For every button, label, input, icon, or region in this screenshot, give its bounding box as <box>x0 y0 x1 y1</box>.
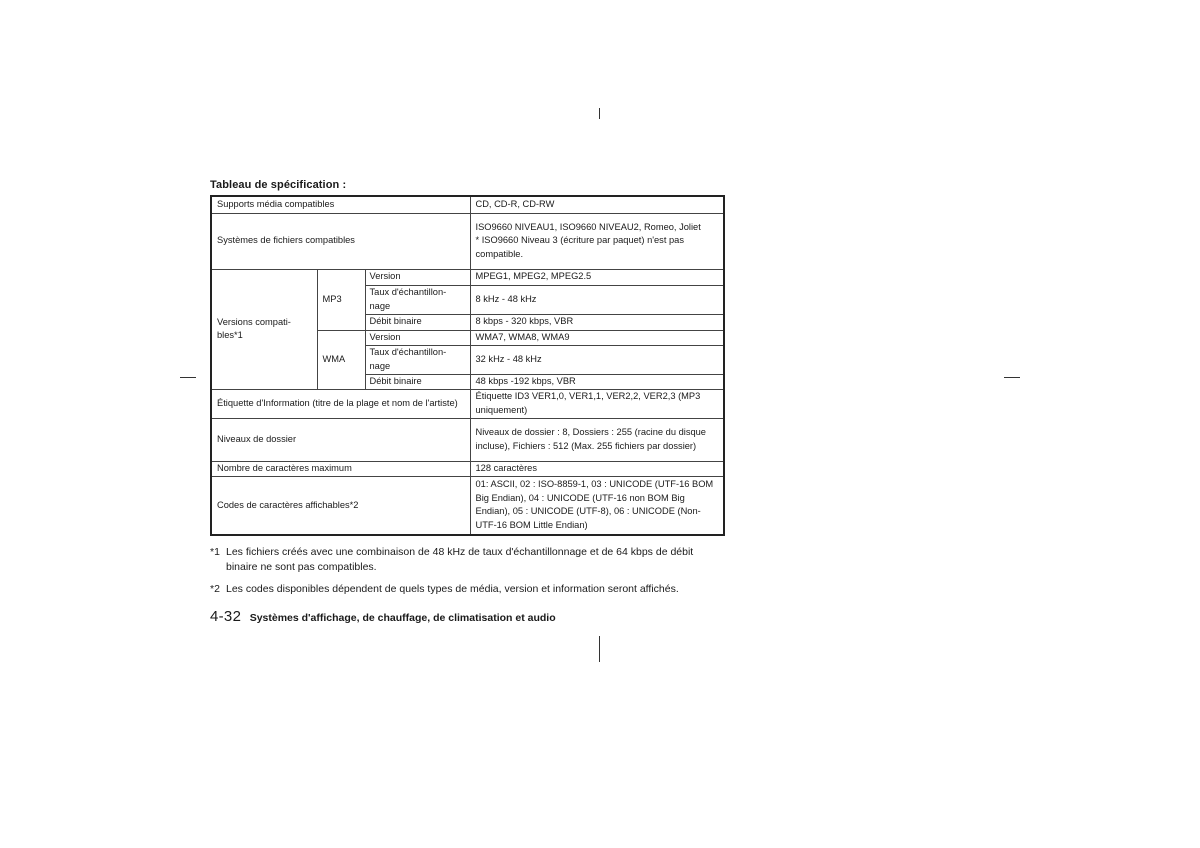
value-line: * ISO9660 Niveau 3 (écriture par paquet) n'est pas compatible. <box>475 235 684 259</box>
table-row <box>211 389 724 418</box>
row-value: CD, CD-R, CD-RW <box>470 196 724 213</box>
row-label: Étiquette d'Information (titre de la plage et nom de l'artiste) <box>211 389 470 418</box>
row-value: Niveaux de dossier : 8, Dossiers : 255 (racine du disque incluse), Fichiers : 512 (Max. 255 fichiers par dossier) <box>470 418 724 461</box>
sub-label: Taux d'échantillon-nage <box>365 285 470 314</box>
row-label: Codes de caractères affichables*2 <box>211 476 470 535</box>
row-value <box>470 213 724 269</box>
table-row <box>211 196 724 213</box>
footer-section-title: Systèmes d'affichage, de chauffage, de climatisation et audio <box>249 612 556 624</box>
table-row <box>211 213 724 269</box>
value-line: ISO9660 NIVEAU1, ISO9660 NIVEAU2, Romeo, Joliet <box>475 221 701 232</box>
sub-label: Débit binaire <box>365 374 470 389</box>
row-value: 8 kHz - 48 kHz <box>470 285 724 314</box>
table-row <box>211 461 724 476</box>
format-label: MP3 <box>317 269 365 330</box>
sub-label: Débit binaire <box>365 314 470 330</box>
row-value: Étiquette ID3 VER1,0, VER1,1, VER2,2, VER2,3 (MP3 uniquement) <box>470 389 724 418</box>
row-label: Supports média compatibles <box>211 196 470 213</box>
row-value: 01: ASCII, 02 : ISO-8859-1, 03 : UNICODE (UTF-16 BOM Big Endian), 04 : UNICODE (UTF-16 non BOM Big Endian), 05 : UNICODE (UTF-8), 06 : UNICODE (Non-UTF-16 BOM Little Endian) <box>470 476 724 535</box>
footnote-2 <box>210 582 725 597</box>
row-label: Nombre de caractères maximum <box>211 461 470 476</box>
row-value: 32 kHz - 48 kHz <box>470 345 724 374</box>
row-value: 128 caractères <box>470 461 724 476</box>
footnote-text: Les fichiers créés avec une combinaison de 48 kHz de taux d'échantillonnage et de 64 kbps de débit binaire ne sont pas compatibles. <box>226 546 694 573</box>
table-row <box>211 269 724 285</box>
row-value: 48 kbps -192 kbps, VBR <box>470 374 724 389</box>
section-title: Tableau de spécification : <box>210 179 347 191</box>
row-value: MPEG1, MPEG2, MPEG2.5 <box>470 269 724 285</box>
row-value: 8 kbps - 320 kbps, VBR <box>470 314 724 330</box>
footnote-marker: *2 <box>210 583 220 595</box>
row-label: Versions compati-bles*1 <box>211 269 317 389</box>
crop-mark-right <box>1004 377 1020 378</box>
spec-table <box>210 195 725 536</box>
row-label: Niveaux de dossier <box>211 418 470 461</box>
page-number: 4-32 <box>210 608 242 625</box>
row-label: Systèmes de fichiers compatibles <box>211 213 470 269</box>
table-row <box>211 476 724 535</box>
page-footer <box>210 608 556 626</box>
table-row <box>211 418 724 461</box>
format-label: WMA <box>317 330 365 389</box>
sub-label: Version <box>365 269 470 285</box>
footnote-marker: *1 <box>210 546 220 558</box>
crop-mark-bottom <box>599 636 600 662</box>
crop-mark-left <box>180 377 196 378</box>
footnote-1 <box>210 545 725 575</box>
crop-mark-top <box>599 108 600 119</box>
footnote-text: Les codes disponibles dépendent de quels types de média, version et information seront affichés. <box>226 583 679 595</box>
sub-label: Taux d'échantillon-nage <box>365 345 470 374</box>
sub-label: Version <box>365 330 470 345</box>
row-value: WMA7, WMA8, WMA9 <box>470 330 724 345</box>
